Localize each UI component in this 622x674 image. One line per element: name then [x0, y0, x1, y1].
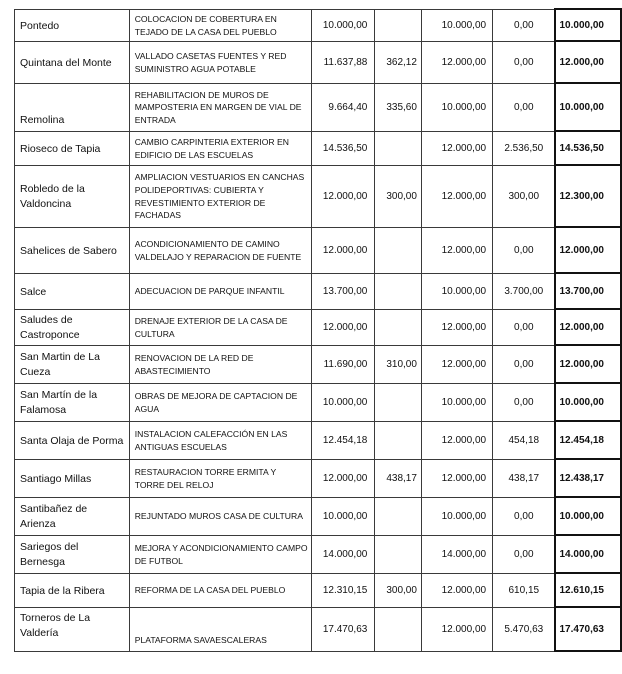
amount-cell: 14.536,50 [311, 131, 375, 165]
amount-cell: 12.000,00 [311, 309, 375, 345]
amount-cell: 10.000,00 [311, 383, 375, 421]
table-row [15, 607, 622, 651]
description-cell: RESTAURACION TORRE ERMITA Y TORRE DEL RELOJ [129, 459, 311, 497]
amount-cell: 0,00 [493, 345, 556, 383]
table-row [15, 345, 622, 383]
amount-cell: 14.000,00 [311, 535, 375, 573]
total-cell: 10.000,00 [555, 383, 621, 421]
town-cell: Santiago Millas [15, 459, 130, 497]
description-cell: REFORMA DE LA CASA DEL PUEBLO [129, 573, 311, 607]
town-cell: Sariegos del Bernesga [15, 535, 130, 573]
amount-cell [375, 273, 422, 309]
amount-cell: 10.000,00 [311, 9, 375, 41]
description-cell: MEJORA Y ACONDICIONAMIENTO CAMPO DE FUTBOL [129, 535, 311, 573]
town-cell: Quintana del Monte [15, 41, 130, 83]
table-row [15, 165, 622, 227]
town-cell: Pontedo [15, 9, 130, 41]
table-row [15, 41, 622, 83]
amount-cell: 438,17 [493, 459, 556, 497]
amount-cell: 300,00 [493, 165, 556, 227]
description-cell: OBRAS DE MEJORA DE CAPTACION DE AGUA [129, 383, 311, 421]
table-row [15, 227, 622, 273]
amount-cell: 310,00 [375, 345, 422, 383]
amount-cell: 9.664,40 [311, 83, 375, 131]
total-cell: 13.700,00 [555, 273, 621, 309]
amount-cell: 11.690,00 [311, 345, 375, 383]
amount-cell: 12.454,18 [311, 421, 375, 459]
amount-cell: 5.470,63 [493, 607, 556, 651]
amount-cell: 11.637,88 [311, 41, 375, 83]
amount-cell: 10.000,00 [311, 497, 375, 535]
amount-cell: 0,00 [493, 535, 556, 573]
amount-cell: 454,18 [493, 421, 556, 459]
amount-cell: 12.000,00 [421, 165, 492, 227]
amount-cell: 3.700,00 [493, 273, 556, 309]
total-cell: 12.000,00 [555, 227, 621, 273]
total-cell: 12.438,17 [555, 459, 621, 497]
table-row [15, 9, 622, 41]
description-cell: RENOVACION DE LA RED DE ABASTECIMIENTO [129, 345, 311, 383]
table-row [15, 273, 622, 309]
amount-cell: 12.310,15 [311, 573, 375, 607]
table-row [15, 573, 622, 607]
amount-cell: 12.000,00 [421, 607, 492, 651]
amount-cell: 14.000,00 [421, 535, 492, 573]
grants-table [14, 8, 622, 652]
amount-cell: 13.700,00 [311, 273, 375, 309]
description-cell: INSTALACION CALEFACCIÓN EN LAS ANTIGUAS ESCUELAS [129, 421, 311, 459]
table-row [15, 459, 622, 497]
total-cell: 14.000,00 [555, 535, 621, 573]
total-cell: 14.536,50 [555, 131, 621, 165]
amount-cell [375, 227, 422, 273]
amount-cell: 0,00 [493, 9, 556, 41]
total-cell: 10.000,00 [555, 83, 621, 131]
town-cell: Rioseco de Tapia [15, 131, 130, 165]
amount-cell: 438,17 [375, 459, 422, 497]
table-row [15, 83, 622, 131]
amount-cell [375, 421, 422, 459]
amount-cell: 12.000,00 [311, 459, 375, 497]
description-cell: PLATAFORMA SAVAESCALERAS [129, 607, 311, 651]
total-cell: 10.000,00 [555, 9, 621, 41]
amount-cell: 12.000,00 [421, 345, 492, 383]
town-cell: San Martin de La Cueza [15, 345, 130, 383]
amount-cell: 0,00 [493, 41, 556, 83]
total-cell: 12.000,00 [555, 41, 621, 83]
amount-cell: 300,00 [375, 165, 422, 227]
amount-cell: 0,00 [493, 309, 556, 345]
amount-cell [375, 383, 422, 421]
total-cell: 10.000,00 [555, 497, 621, 535]
amount-cell: 0,00 [493, 83, 556, 131]
amount-cell: 12.000,00 [311, 227, 375, 273]
amount-cell: 10.000,00 [421, 83, 492, 131]
town-cell: Santa Olaja de Porma [15, 421, 130, 459]
amount-cell [375, 9, 422, 41]
amount-cell [375, 607, 422, 651]
table-row [15, 421, 622, 459]
table-row [15, 497, 622, 535]
amount-cell [375, 497, 422, 535]
town-cell: Tapia de la Ribera [15, 573, 130, 607]
amount-cell [375, 309, 422, 345]
amount-cell: 0,00 [493, 497, 556, 535]
town-cell: San Martín de la Falamosa [15, 383, 130, 421]
description-cell: REJUNTADO MUROS CASA DE CULTURA [129, 497, 311, 535]
town-cell: Remolina [15, 83, 130, 131]
amount-cell: 12.000,00 [421, 309, 492, 345]
town-cell: Sahelices de Sabero [15, 227, 130, 273]
amount-cell: 12.000,00 [421, 131, 492, 165]
amount-cell: 12.000,00 [421, 459, 492, 497]
amount-cell [375, 535, 422, 573]
description-cell: COLOCACION DE COBERTURA EN TEJADO DE LA CASA DEL PUEBLO [129, 9, 311, 41]
description-cell: AMPLIACION VESTUARIOS EN CANCHAS POLIDEPORTIVAS: CUBIERTA Y REVESTIMIENTO EXTERIOR DE FACHADAS [129, 165, 311, 227]
table-row [15, 131, 622, 165]
total-cell: 12.610,15 [555, 573, 621, 607]
description-cell: CAMBIO CARPINTERIA EXTERIOR EN EDIFICIO DE LAS ESCUELAS [129, 131, 311, 165]
town-cell: Santibañez de Arienza [15, 497, 130, 535]
description-cell: ACONDICIONAMIENTO DE CAMINO VALDELAJO Y REPARACION DE FUENTE [129, 227, 311, 273]
table-row [15, 535, 622, 573]
amount-cell: 12.000,00 [421, 41, 492, 83]
total-cell: 17.470,63 [555, 607, 621, 651]
amount-cell: 12.000,00 [421, 421, 492, 459]
total-cell: 12.454,18 [555, 421, 621, 459]
amount-cell: 10.000,00 [421, 273, 492, 309]
amount-cell: 17.470,63 [311, 607, 375, 651]
amount-cell: 10.000,00 [421, 9, 492, 41]
amount-cell: 0,00 [493, 227, 556, 273]
town-cell: Robledo de la Valdoncina [15, 165, 130, 227]
amount-cell: 12.000,00 [421, 227, 492, 273]
town-cell: Salce [15, 273, 130, 309]
amount-cell: 610,15 [493, 573, 556, 607]
amount-cell: 10.000,00 [421, 383, 492, 421]
description-cell: REHABILITACION DE MUROS DE MAMPOSTERIA EN MARGEN DE VIAL DE ENTRADA [129, 83, 311, 131]
amount-cell: 335,60 [375, 83, 422, 131]
total-cell: 12.000,00 [555, 309, 621, 345]
town-cell: Saludes de Castroponce [15, 309, 130, 345]
amount-cell: 12.000,00 [311, 165, 375, 227]
table-row [15, 309, 622, 345]
amount-cell: 10.000,00 [421, 497, 492, 535]
amount-cell: 362,12 [375, 41, 422, 83]
amount-cell: 2.536,50 [493, 131, 556, 165]
description-cell: ADECUACION DE PARQUE INFANTIL [129, 273, 311, 309]
amount-cell: 0,00 [493, 383, 556, 421]
town-cell: Torneros de La Valdería [15, 607, 130, 651]
amount-cell: 300,00 [375, 573, 422, 607]
total-cell: 12.300,00 [555, 165, 621, 227]
table-row [15, 383, 622, 421]
amount-cell: 12.000,00 [421, 573, 492, 607]
amount-cell [375, 131, 422, 165]
description-cell: VALLADO CASETAS FUENTES Y RED SUMINISTRO AGUA POTABLE [129, 41, 311, 83]
description-cell: DRENAJE EXTERIOR DE LA CASA DE CULTURA [129, 309, 311, 345]
total-cell: 12.000,00 [555, 345, 621, 383]
